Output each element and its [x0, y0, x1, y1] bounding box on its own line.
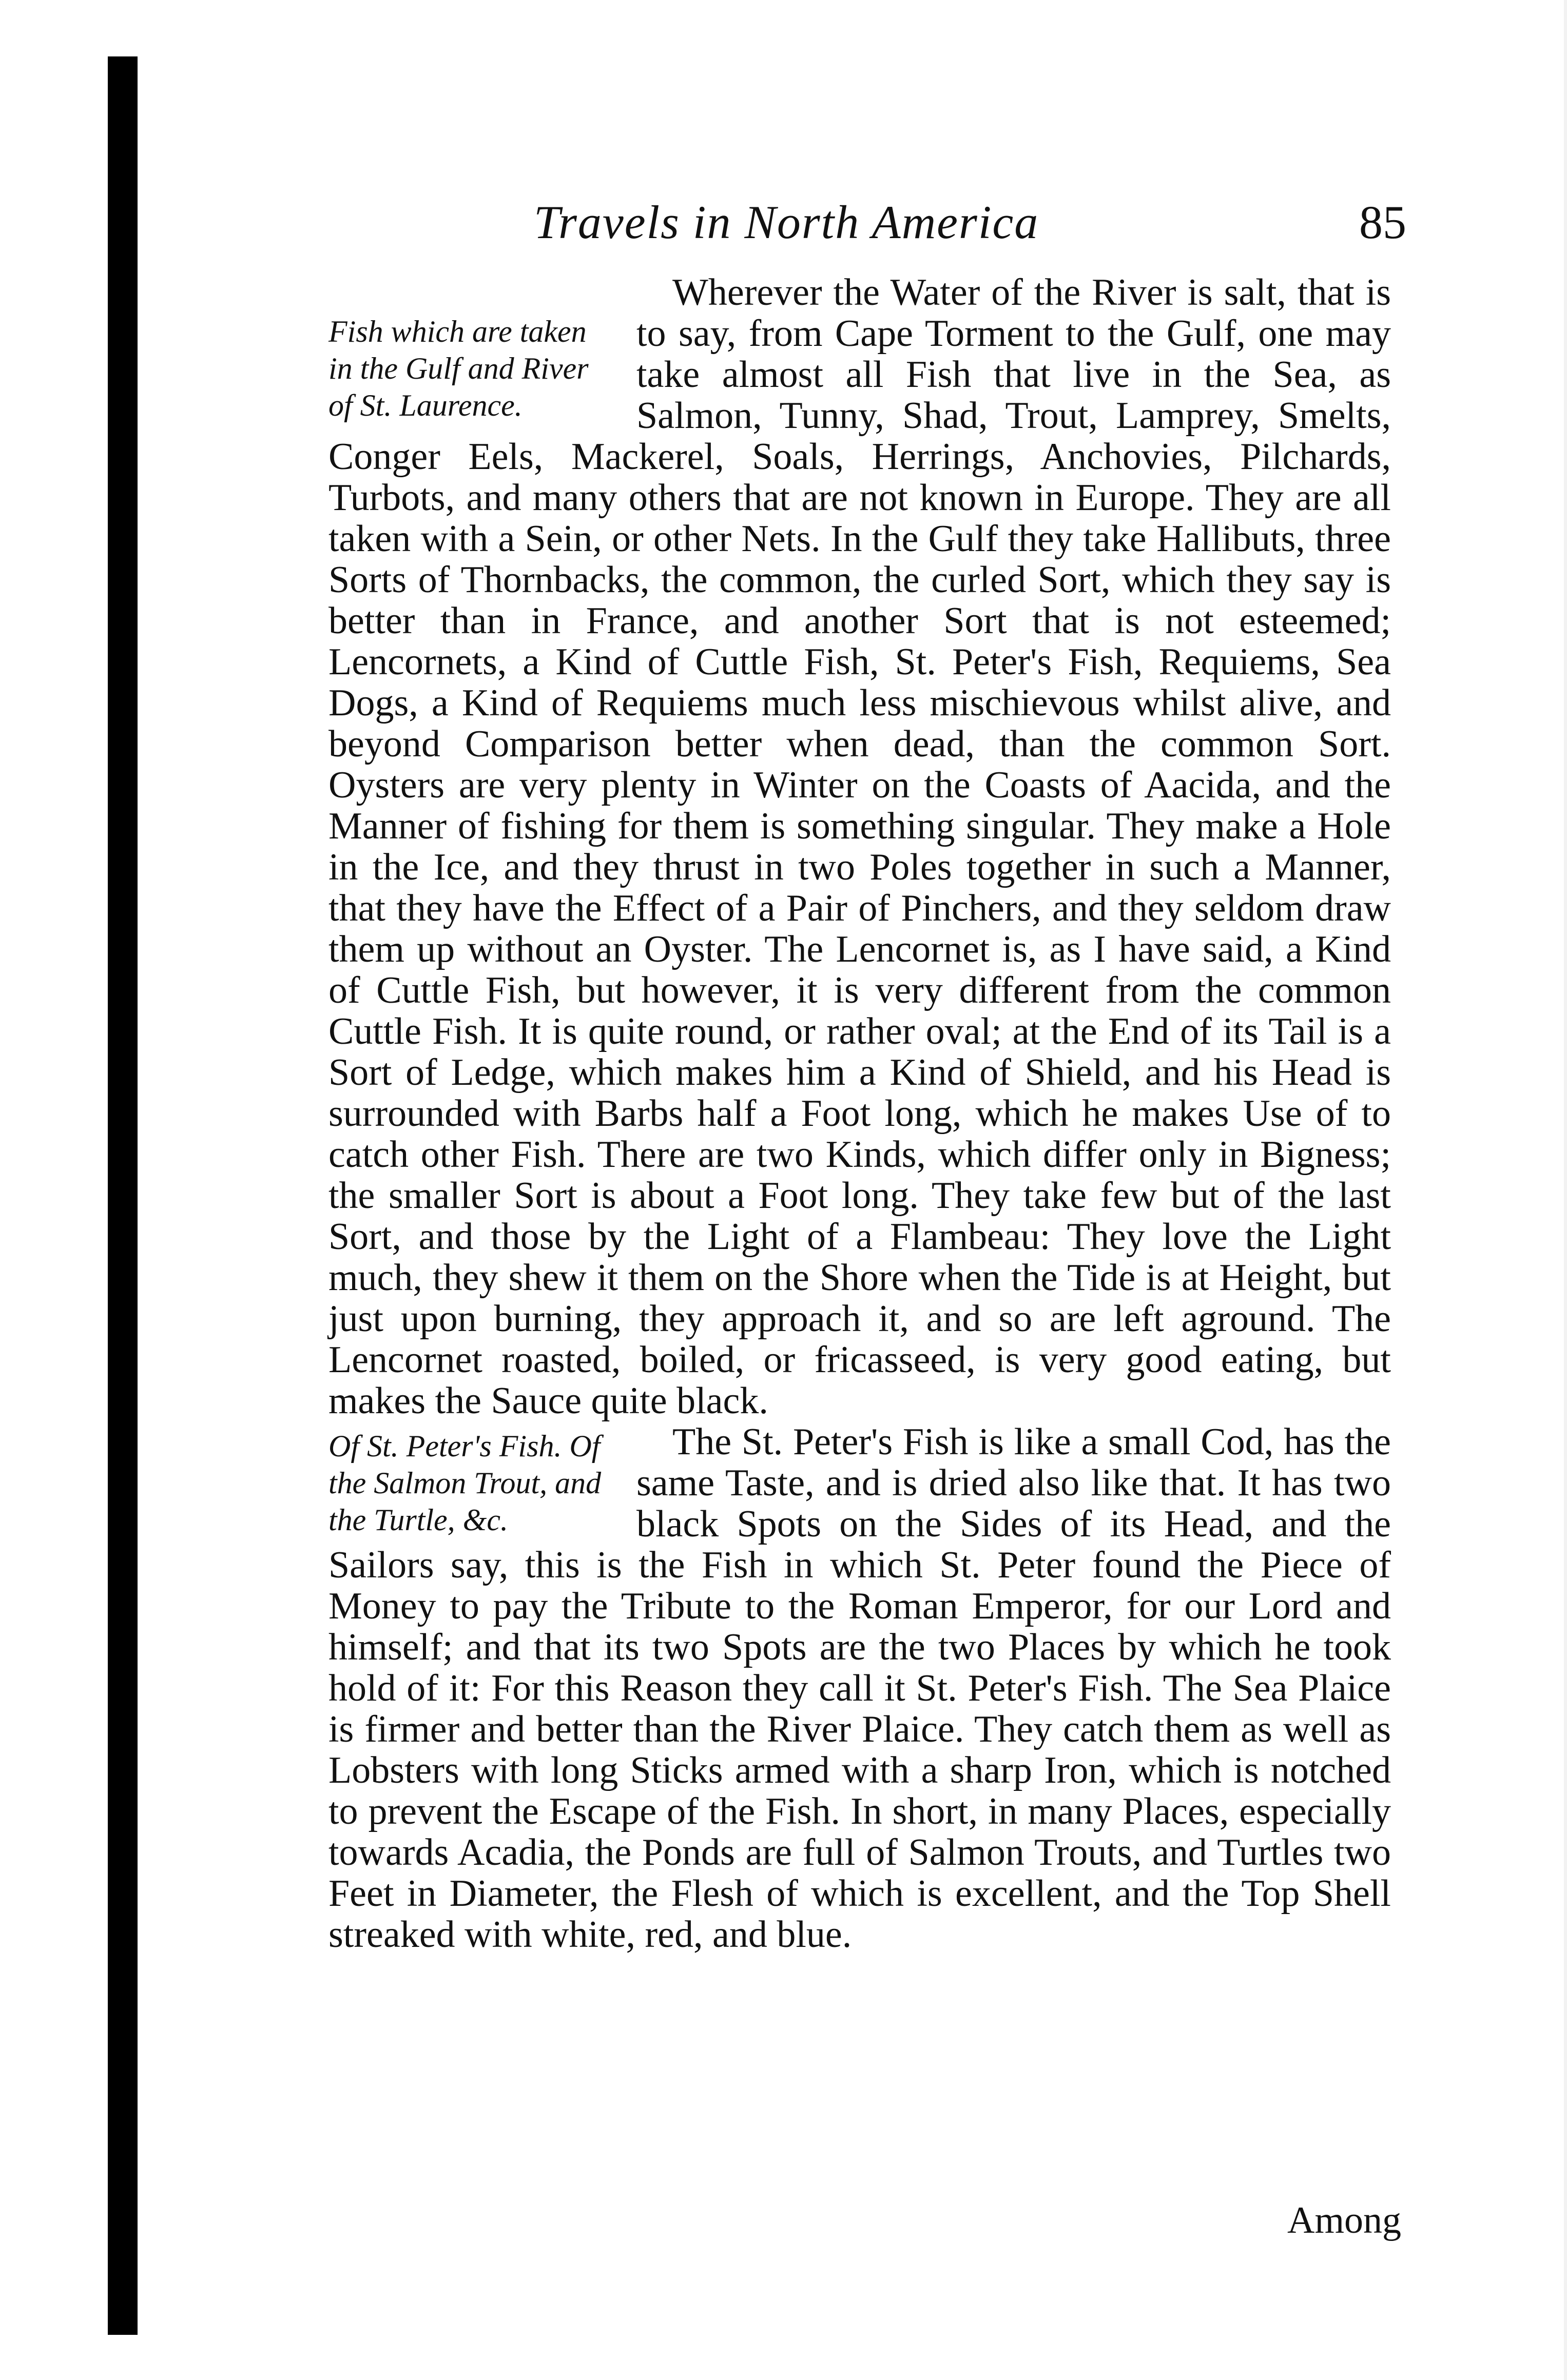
book-spine-shadow	[108, 56, 138, 2335]
paragraph-text: Wherever the Water of the River is salt, that is to say, from Cape Torment to the Gulf, one may take almost all Fish that live in the Sea, as Salmon, Tunny, Shad, Trout, Lamprey, Smelts, Conger Eels, Mackerel, Soals, Herrings, Anchovies, Pilchards, Turbots, and many others that are not known in Europe. They are all taken with a Sein, or other Nets. In the Gulf they take Hallibuts, three Sorts of Thornbacks, the common, the curled Sort, which they say is better than in France, and another Sort that is not esteemed; Lencornets, a Kind of Cuttle Fish, St. Peter's Fish, Requiems, Sea Dogs, a Kind of Requiems much less mischievous whilst alive, and beyond Comparison better when dead, than the common Sort. Oysters are very plenty in Winter on the Coasts of Aacida, and the Manner of fishing for them is something singular. They make a Hole in the Ice, and they thrust in two Poles together in such a Manner, that they have the Effect of a Pair of Pinchers, and they seldom draw them up without an Oyster. The Lencornet is, as I have said, a Kind of Cuttle Fish, but however, it is very different from the common Cuttle Fish. It is quite round, or rather oval; at the End of its Tail is a Sort of Ledge, which makes him a Kind of Shield, and his Head is surrounded with Barbs half a Foot long, which he makes Use of to catch other Fish. There are two Kinds, which differ only in Bigness; the smaller Sort is about a Foot long. They take few but of the last Sort, and those by the Light of a Flambeau: They love the Light much, they shew it them on the Shore when the Tide is at Height, but just upon burning, they approach it, and so are left aground. The Lencornet roasted, boiled, or fricasseed, is very good eating, but makes the Sauce quite black.	[328, 271, 1391, 1422]
page-number: 85	[1359, 196, 1406, 248]
page-header	[308, 195, 1411, 272]
catchword: Among	[1287, 2199, 1401, 2241]
running-title: Travels in North America	[534, 196, 1039, 248]
paragraph-st-peters-fish	[328, 1421, 1391, 1955]
paragraph-text: The St. Peter's Fish is like a small Cod, has the same Taste, and is dried also like that. It has two black Spots on the Sides of its Head, and the Sailors say, this is the Fish in which St. Peter found the Piece of Money to pay the Tribute to the Roman Emperor, for our Lord and himself; and that its two Spots are the two Places by which he took hold of it: For this Reason they call it St. Peter's Fish. The Sea Plaice is firmer and better than the River Plaice. They catch them as well as Lobsters with long Sticks armed with a sharp Iron, which is notched to prevent the Escape of the Fish. In short, in many Places, especially towards Acadia, the Ponds are full of Salmon Trouts, and Turtles two Feet in Diameter, the Flesh of which is excellent, and the Top Shell streaked with white, red, and blue.	[328, 1421, 1391, 1956]
book-page	[308, 195, 1411, 2273]
body-text	[328, 272, 1391, 1955]
margin-note-st-peters-fish: Of St. Peter's Fish. Of the Salmon Trout, and the Turtle, &c.	[328, 1429, 602, 1537]
margin-note-fish-gulf: Fish which are taken in the Gulf and River of St. Laurence.	[328, 315, 589, 422]
paragraph-fish-of-the-gulf	[328, 272, 1391, 1421]
page-edge	[1564, 0, 1567, 2380]
